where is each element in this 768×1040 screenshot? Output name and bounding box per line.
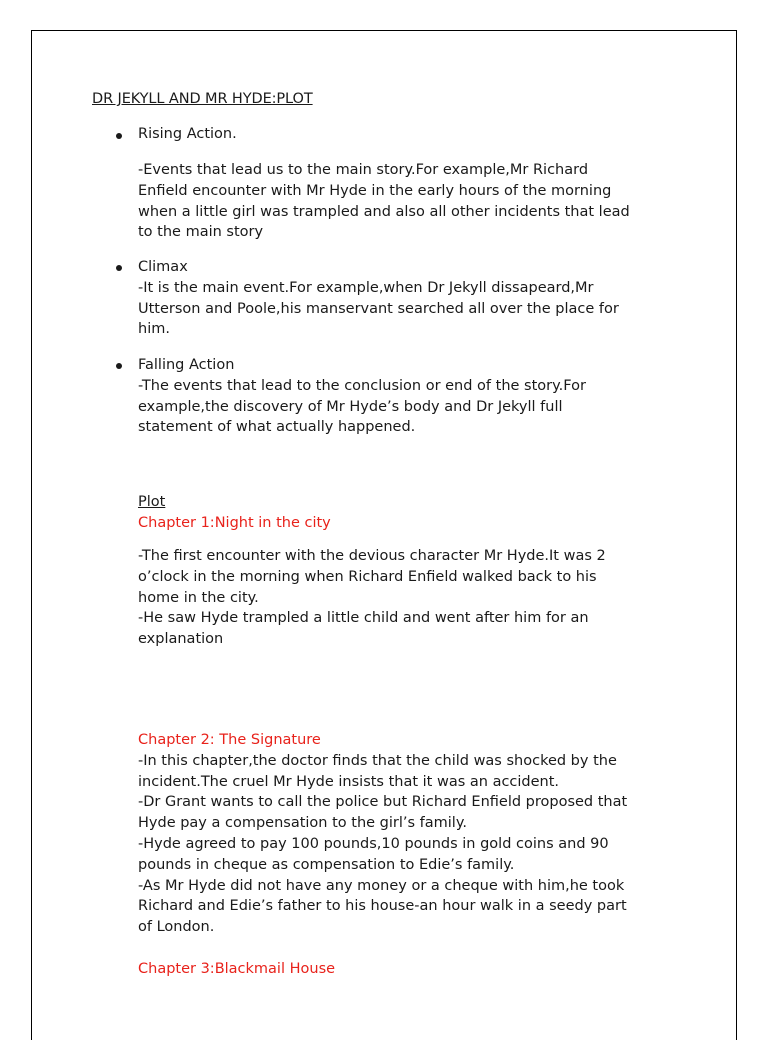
rising-action-text: [138, 160, 678, 243]
text-line: him.: [138, 321, 170, 338]
bullet-icon: [116, 265, 122, 271]
text-line: Richard and Edie’s father to his house-an hour walk in a seedy part: [138, 898, 627, 915]
chapter-1-heading: Chapter 1:Night in the city: [138, 514, 331, 531]
text-line: statement of what actually happened.: [138, 419, 416, 436]
text-line: -Events that lead us to the main story.For example,Mr Richard: [138, 162, 589, 178]
chapter-2-section: [138, 730, 678, 938]
chapter-1-text: [138, 546, 678, 650]
text-line: to the main story: [138, 224, 264, 241]
text-line: explanation: [138, 631, 224, 648]
text-line: when a little girl was trampled and also all other incidents that lead: [138, 203, 630, 220]
bullet-icon: [116, 133, 122, 139]
chapter-3-heading: Chapter 3:Blackmail House: [138, 961, 336, 977]
plot-label: Plot: [138, 494, 166, 510]
text-line: pounds in cheque as compensation to Edie’s family.: [138, 856, 515, 873]
bullet-heading-climax: Climax: [138, 259, 188, 275]
text-line: Utterson and Poole,his manservant searched all over the place for: [138, 300, 619, 317]
text-line: of London.: [138, 919, 215, 936]
text-line: -The events that lead to the conclusion or end of the story.For: [138, 377, 586, 394]
page-title: DR JEKYLL AND MR HYDE:PLOT: [92, 91, 313, 107]
plot-section: [138, 492, 678, 534]
text-line: -Hyde agreed to pay 100 pounds,10 pounds in gold coins and 90: [138, 835, 609, 852]
text-line: incident.The cruel Mr Hyde insists that it was an accident.: [138, 773, 560, 790]
climax-section: [138, 257, 678, 340]
bullet-heading-rising-action: Rising Action.: [138, 126, 237, 142]
text-line: -As Mr Hyde did not have any money or a cheque with him,he took: [138, 877, 625, 894]
document-page: [31, 30, 737, 1040]
text-line: Hyde pay a compensation to the girl’s family.: [138, 815, 467, 832]
text-line: -He saw Hyde trampled a little child and went after him for an: [138, 610, 589, 627]
text-line: -Dr Grant wants to call the police but Richard Enfield proposed that: [138, 794, 628, 811]
chapter-2-heading: Chapter 2: The Signature: [138, 732, 321, 748]
falling-action-section: [138, 355, 678, 438]
text-line: o’clock in the morning when Richard Enfield walked back to his: [138, 568, 597, 585]
text-line: -In this chapter,the doctor finds that the child was shocked by the: [138, 752, 617, 769]
text-line: example,the discovery of Mr Hyde’s body and Dr Jekyll full: [138, 398, 563, 415]
text-line: -The first encounter with the devious character Mr Hyde.It was 2: [138, 548, 606, 564]
text-line: Enfield encounter with Mr Hyde in the early hours of the morning: [138, 182, 612, 199]
bullet-icon: [116, 363, 122, 369]
text-line: -It is the main event.For example,when Dr Jekyll dissapeard,Mr: [138, 279, 594, 296]
bullet-heading-falling-action: Falling Action: [138, 357, 235, 373]
text-line: home in the city.: [138, 589, 259, 606]
